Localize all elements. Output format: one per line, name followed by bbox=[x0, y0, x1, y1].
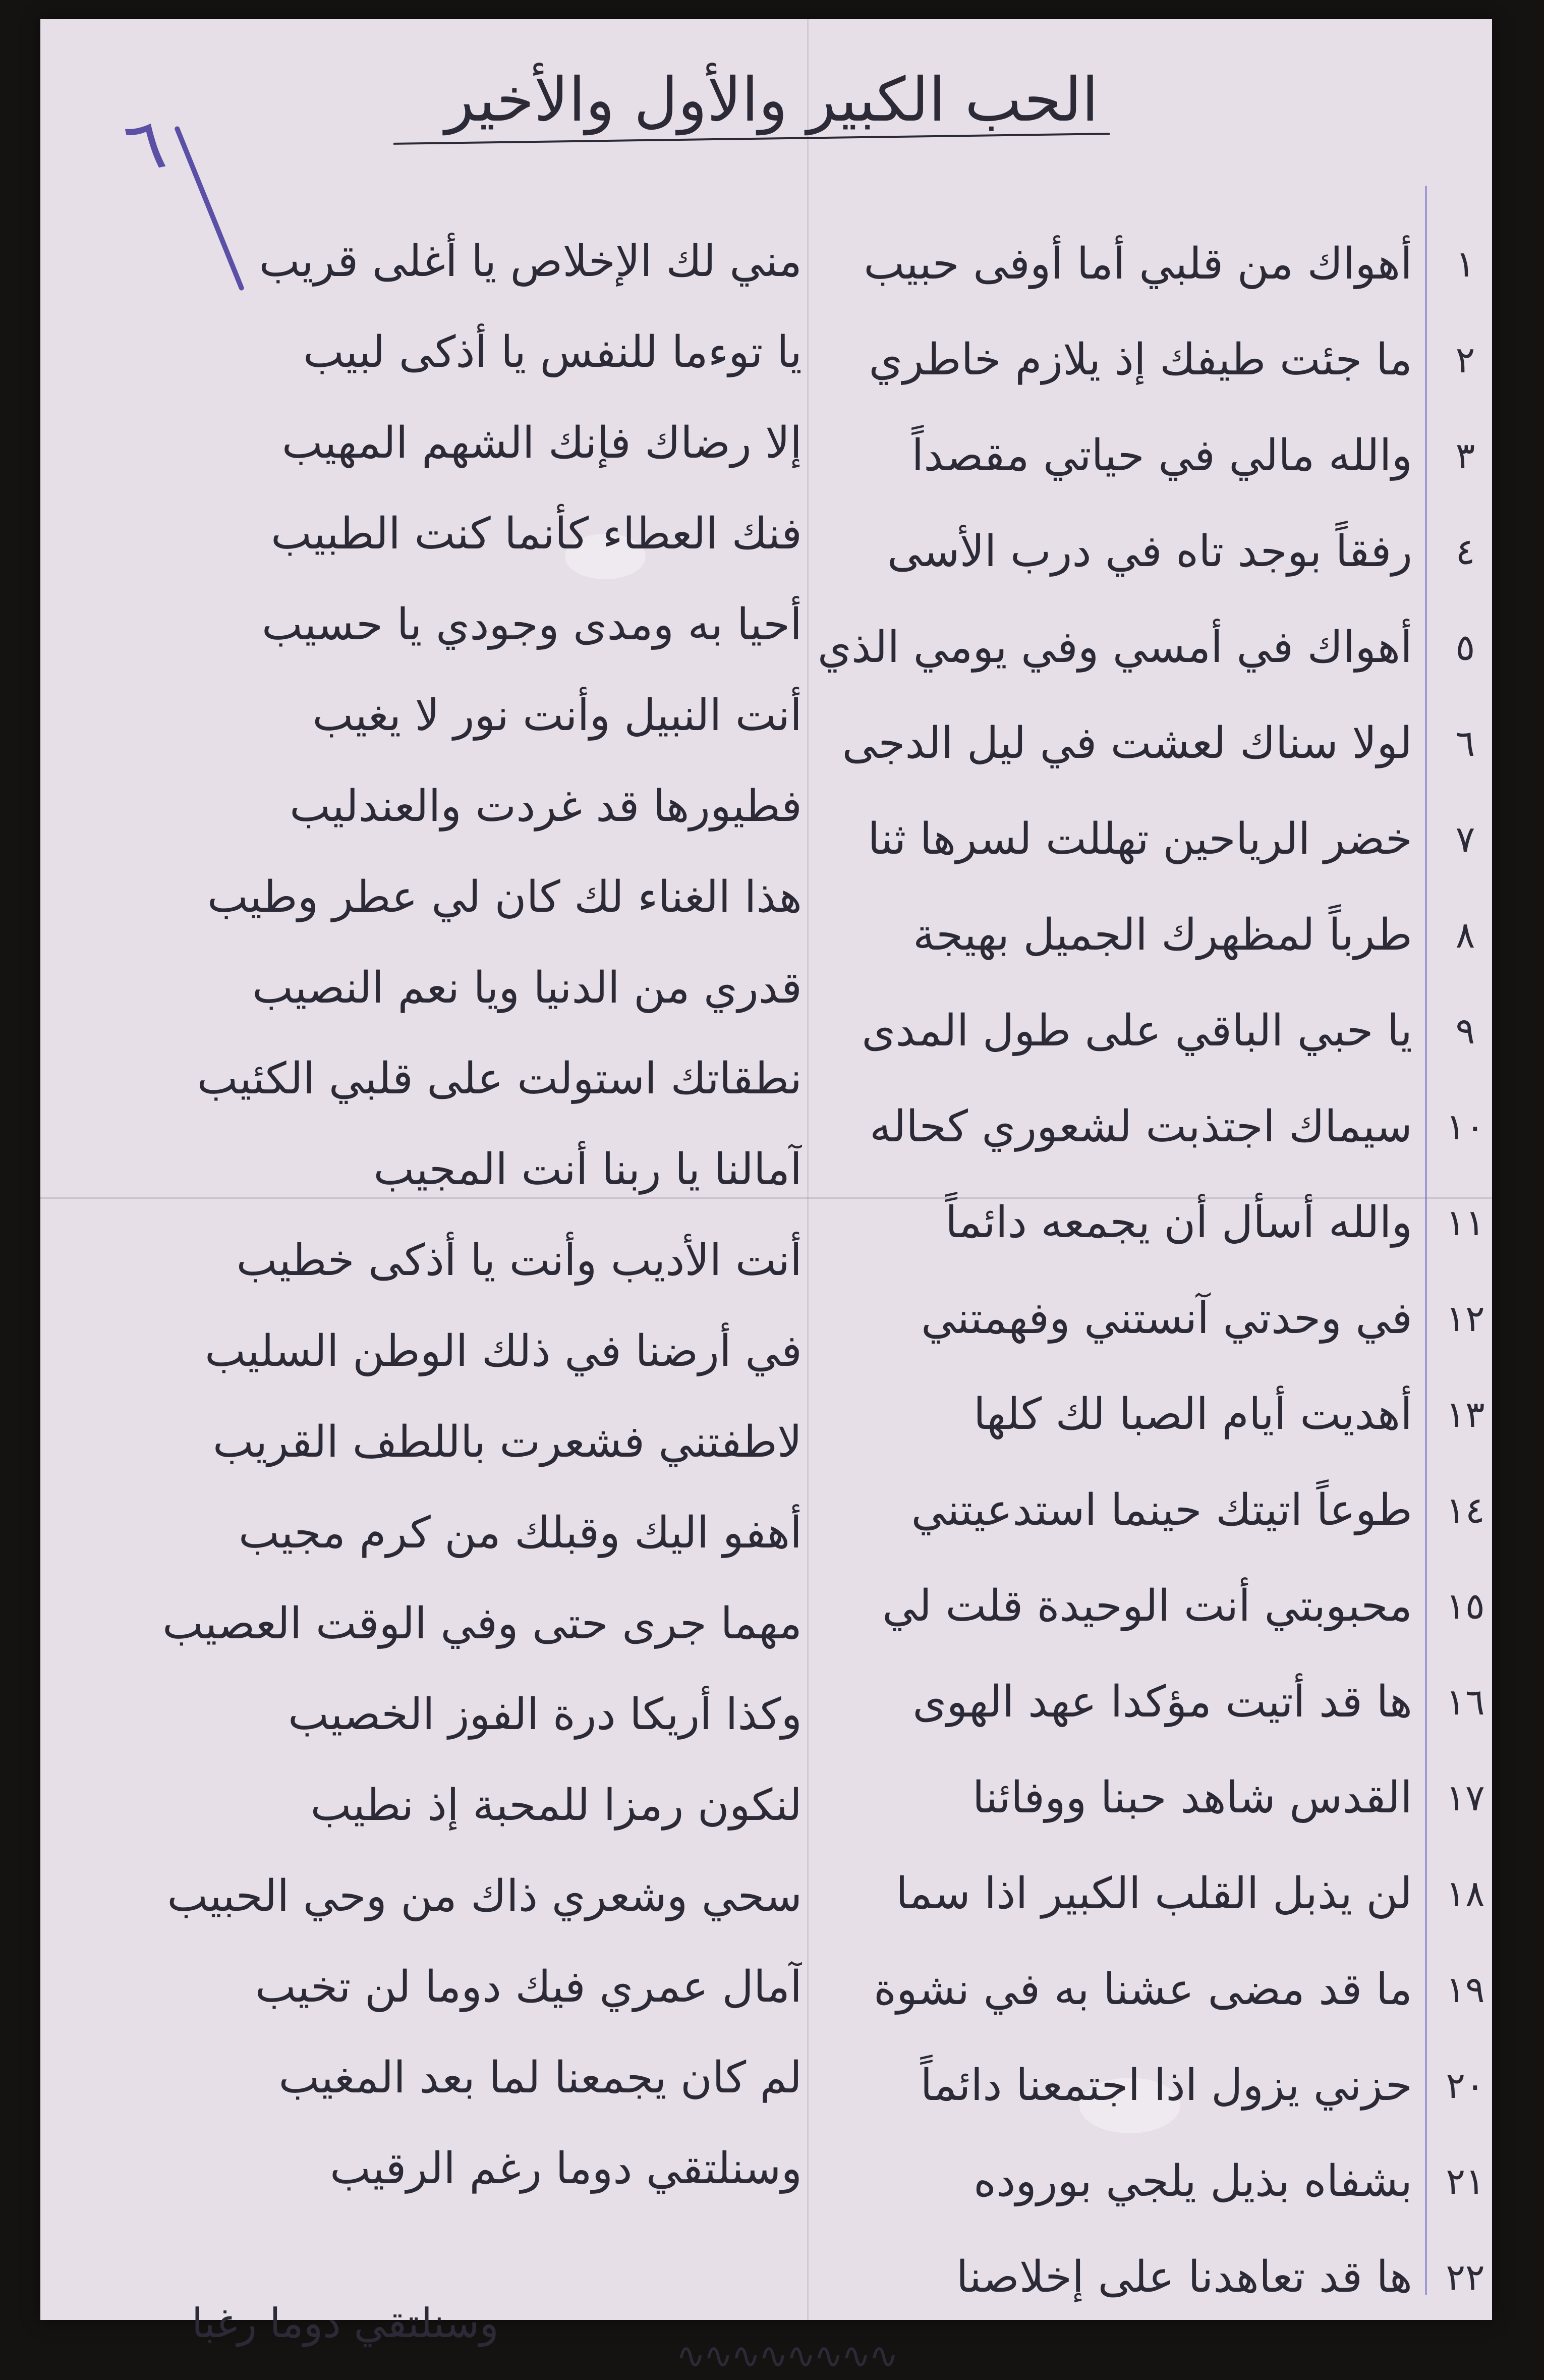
line-number: ١٦ bbox=[1446, 1681, 1485, 1723]
line-number: ١٧ bbox=[1446, 1777, 1485, 1819]
verse-line: والله أسأل أن يجمعه دائماً bbox=[945, 1197, 1412, 1248]
verse-line: آمال عمري فيك دوما لن تخيب bbox=[255, 1962, 802, 2012]
line-number: ٩ bbox=[1455, 1010, 1475, 1052]
verse-line: في وحدتي آنستني وفهمتني bbox=[921, 1293, 1412, 1344]
verse-line: آمالنا يا ربنا أنت المجيب bbox=[373, 1144, 802, 1195]
fold-line-vertical bbox=[807, 19, 809, 2320]
verse-line: أهفو اليك وقبلك من كرم مجيب bbox=[238, 1508, 802, 1558]
verse-line: أهواك في أمسي وفي يومي الذي bbox=[817, 622, 1412, 673]
verse-line: سيماك اجتذبت لشعوري كحاله bbox=[869, 1101, 1412, 1152]
verse-line: سحي وشعري ذاك من وحي الحبيب bbox=[167, 1871, 802, 1921]
line-number: ٢٢ bbox=[1446, 2256, 1485, 2298]
verse-line: إلا رضاك فإنك الشهم المهيب bbox=[281, 418, 802, 468]
verse-line: ها قد تعاهدنا على إخلاصنا bbox=[956, 2252, 1412, 2302]
verse-line: ما جئت طيفك إذ يلازم خاطري bbox=[869, 335, 1412, 385]
verse-line: مهما جرى حتى وفي الوقت العصيب bbox=[162, 1598, 802, 1649]
verse-line: لاطفتني فشعرت باللطف القريب bbox=[212, 1417, 802, 1467]
line-number: ٦ bbox=[1455, 722, 1475, 764]
verse-line: وسنلتقي دوما رغم الرقيب bbox=[329, 2143, 802, 2194]
line-number: ١٤ bbox=[1446, 1489, 1485, 1531]
verse-line: لولا سناك لعشت في ليل الدجى bbox=[842, 718, 1412, 768]
line-number: ٢٠ bbox=[1446, 2064, 1485, 2107]
line-number: ٣ bbox=[1455, 434, 1475, 477]
line-number: ١ bbox=[1455, 243, 1475, 285]
verse-line: والله مالي في حياتي مقصداً bbox=[911, 430, 1412, 481]
verse-line: طوعاً اتيتك حينما استدعيتني bbox=[911, 1485, 1412, 1535]
verse-line: لن يذبل القلب الكبير اذا سما bbox=[895, 1868, 1412, 1919]
verse-line: رفقاً بوجد تاه في درب الأسى bbox=[887, 526, 1412, 577]
verse-line: لم كان يجمعنا لما بعد المغيب bbox=[278, 2053, 802, 2103]
verse-line: وكذا أريكا درة الفوز الخصيب bbox=[288, 1689, 802, 1740]
verse-line: أنت الأديب وأنت يا أذكى خطيب bbox=[236, 1235, 802, 1286]
verse-line: القدس شاهد حبنا ووفائنا bbox=[972, 1773, 1412, 1823]
verse-line: بشفاه بذيل يلجي بوروده bbox=[974, 2156, 1412, 2206]
right-verse-column bbox=[817, 216, 1412, 2325]
verse-line: حزني يزول اذا اجتمعنا دائماً bbox=[920, 2060, 1412, 2111]
verse-line: فطيورها قد غردت والعندليب bbox=[290, 781, 802, 832]
line-number: ٢١ bbox=[1446, 2160, 1485, 2202]
poem-title: الحب الكبير والأول والأخير bbox=[445, 65, 1099, 135]
line-number: ١٥ bbox=[1446, 1585, 1485, 1627]
line-number: ٧ bbox=[1455, 818, 1475, 860]
line-number: ١٣ bbox=[1446, 1393, 1485, 1435]
line-number: ٢ bbox=[1455, 339, 1475, 381]
line-number: ١١ bbox=[1446, 1201, 1485, 1244]
verse-line: يا حبي الباقي على طول المدى bbox=[862, 1006, 1412, 1056]
verse-line: قدري من الدنيا ويا نعم النصيب bbox=[252, 963, 802, 1013]
line-number: ١٠ bbox=[1446, 1105, 1485, 1148]
verse-line: فنك العطاء كأنما كنت الطبيب bbox=[271, 509, 802, 559]
verse-line: أنت النبيل وأنت نور لا يغيب bbox=[312, 690, 802, 741]
verse-line: يا توءما للنفس يا أذكى لبيب bbox=[303, 327, 802, 377]
verse-line: مني لك الإخلاص يا أغلى قريب bbox=[259, 236, 802, 287]
line-number: ١٢ bbox=[1446, 1297, 1485, 1340]
verse-line: أهديت أيام الصبا لك كلها bbox=[973, 1389, 1412, 1440]
closing-line: وسنلتقي دوما رغبا bbox=[192, 2300, 499, 2347]
line-number: ١٩ bbox=[1446, 1968, 1485, 2011]
verse-line: ها قد أتيت مؤكدا عهد الهوى bbox=[912, 1677, 1412, 1727]
line-number: ٤ bbox=[1455, 530, 1475, 573]
page-number: ٦ bbox=[118, 101, 173, 191]
verse-line: في أرضنا في ذلك الوطن السليب bbox=[205, 1326, 802, 1376]
verse-line: طرباً لمظهرك الجميل بهيجة bbox=[912, 910, 1412, 960]
line-number-column bbox=[1438, 216, 1493, 2325]
line-number: ١٨ bbox=[1446, 1872, 1485, 1915]
verse-line: ما قد مضى عشنا به في نشوة bbox=[873, 1964, 1412, 2015]
verse-line: هذا الغناء لك كان لي عطر وطيب bbox=[207, 872, 802, 922]
manuscript-page bbox=[40, 19, 1492, 2376]
verse-line: خضر الرياحين تهللت لسرها ثنا bbox=[868, 814, 1412, 864]
line-number: ٥ bbox=[1455, 626, 1475, 669]
end-flourish: ∿∿∿∿∿∿∿∿ bbox=[676, 2335, 897, 2376]
left-verse-column bbox=[106, 216, 802, 2214]
verse-line: أهواك من قلبي أما أوفى حبيب bbox=[864, 239, 1412, 289]
verse-line: أحيا به ومدى وجودي يا حسيب bbox=[261, 599, 802, 650]
verse-line: نطقاتك استولت على قلبي الكئيب bbox=[197, 1054, 802, 1104]
line-number: ٨ bbox=[1455, 914, 1475, 956]
verse-line: محبوبتي أنت الوحيدة قلت لي bbox=[882, 1581, 1412, 1631]
margin-rule bbox=[1425, 186, 1427, 2295]
verse-line: لنكون رمزا للمحبة إذ نطيب bbox=[310, 1780, 802, 1831]
